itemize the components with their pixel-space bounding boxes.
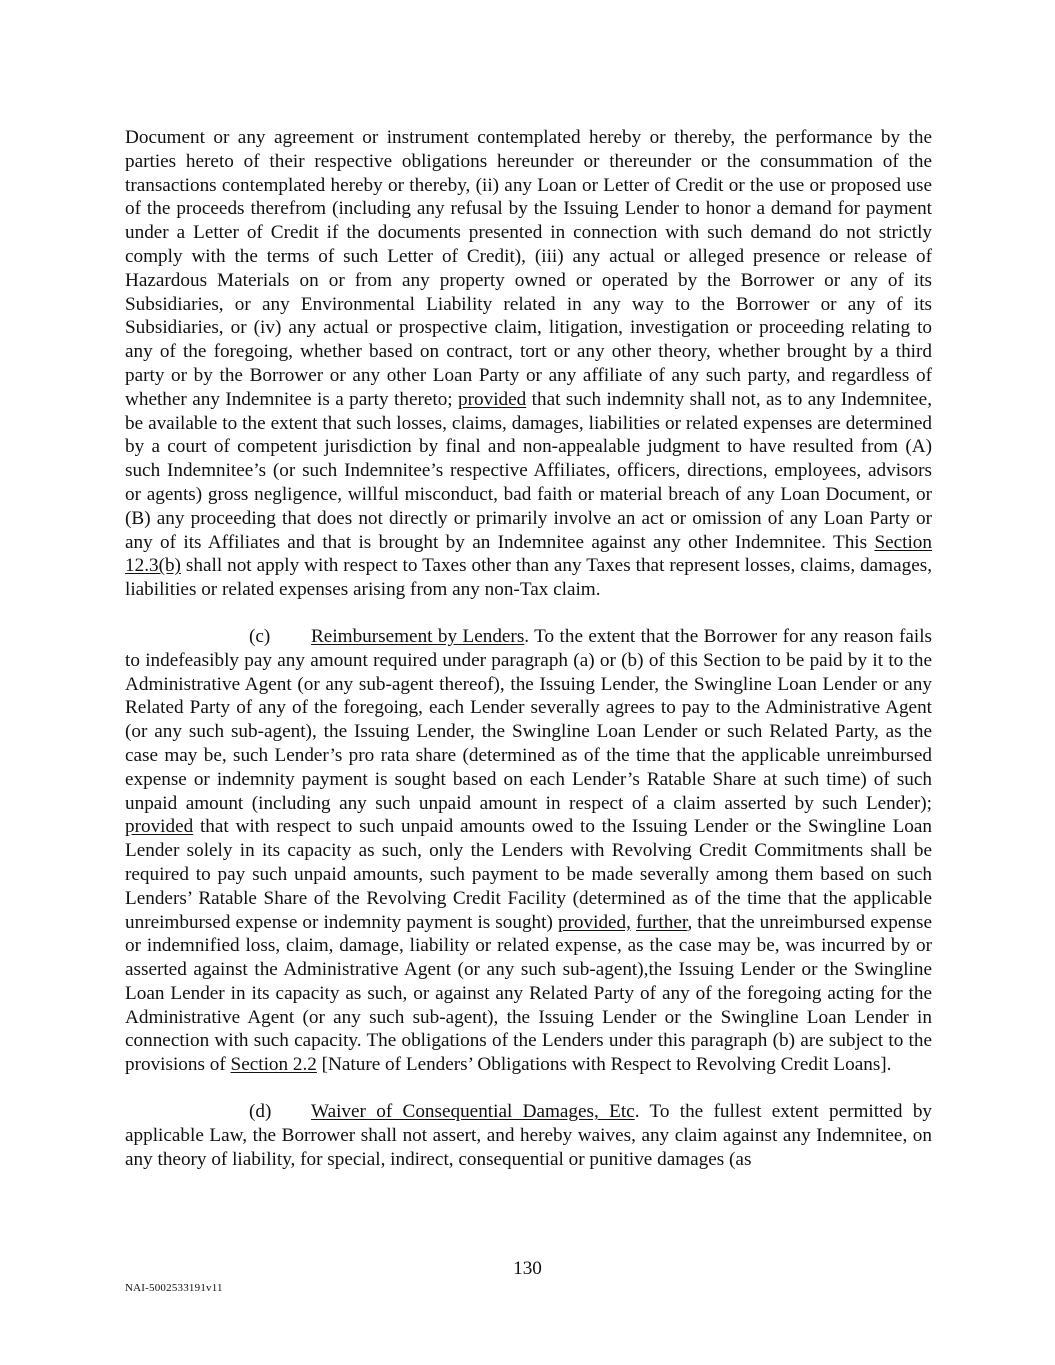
paragraph-d: (d) Waiver of Consequential Damages, Etc. To the fullest extent permitted by applicable Law, the Borrower shall not assert, and hereby waives, any claim against any Indemnitee, on any theory of liability, for special, indirect, consequential or punitive damages (as [125,1101,933,1170]
paragraph-b-continuation: Document or any agreement or instrument contemplated hereby or thereby, the performance by the parties hereto of their respective obligations hereunder or thereunder or the consummation of the transactions contemplated hereby or thereby, (ii) any Loan or Letter of Credit or the use or proposed use of the proceeds therefrom (including any refusal by the Issuing Lender to honor a demand for payment under a Letter of Credit if the documents presented in connection with such demand do not strictly comply with the terms of such Letter of Credit), (iii) any actual or alleged presence or release of Hazardous Materials on or from any property owned or operated by the Borrower or any of its Subsidiaries, or any Environmental Liability related in any way to the Borrower or any of its Subsidiaries, or (iv) any actual or prospective claim, litigation, investigation or proceeding relating to any of the foregoing, whether based on contract, tort or any other theory, whether brought by a third party or by the Borrower or any other Loan Party or any affiliate of any such party, and regardless of whether any Indemnitee is a party thereto; provided that such indemnity shall not, as to any Indemnitee, be available to the extent that such losses, claims, damages, liabilities or related expenses are determined by a court of competent jurisdiction by final and non-appealable judgment to have resulted from (A) such Indemnitee’s (or such Indemnitee’s respective Affiliates, officers, directions, employees, advisors or agents) gross negligence, willful misconduct, bad faith or material breach of any Loan Document, or (B) any proceeding that does not directly or primarily involve an act or omission of any Loan Party or any of its Affiliates and that is brought by an Indemnitee against any other Indemnitee. This Section 12.3(b) shall not apply with respect to Taxes other than any Taxes that represent losses, claims, damages, liabilities or related expenses arising from any non-Tax claim. [125,127,932,601]
paragraph-c: (c) Reimbursement by Lenders. To the extent that the Borrower for any reason fails to indefeasibly pay any amount required under paragraph (a) or (b) of this Section to be paid by it to the Administrative Agent (or any sub-agent thereof), the Issuing Lender, the Swingline Loan Lender or any Related Party of any of the foregoing, each Lender severally agrees to pay to the Administrative Agent (or any such sub-agent), the Issuing Lender, the Swingline Loan Lender or such Related Party, as the case may be, such Lender’s pro rata share (determined as of the time that the applicable unreimbursed expense or indemnity payment is sought based on each Lender’s Ratable Share at such time) of such unpaid amount (including any such unpaid amount in respect of a claim asserted by such Lender); provided that with respect to such unpaid amounts owed to the Issuing Lender or the Swingline Loan Lender solely in its capacity as such, only the Lenders with Revolving Credit Commitments shall be required to pay such unpaid amounts, such payment to be made severally among them based on such Lenders’ Ratable Share of the Revolving Credit Facility (determined as of the time that the applicable unreimbursed expense or indemnity payment is sought) provided, further, that the unreimbursed expense or indemnified loss, claim, damage, liability or related expense, as the case may be, was incurred by or asserted against the Administrative Agent (or any such sub-agent),the Issuing Lender or the Swingline Loan Lender in its capacity as such, or against any Related Party of any of the foregoing acting for the Administrative Agent (or any such sub-agent), the Issuing Lender or the Swingline Loan Lender in connection with such capacity. The obligations of the Lenders under this paragraph (b) are subject to the provisions of Section 2.2 [Nature of Lenders’ Obligations with Respect to Revolving Credit Loans]. [125,625,932,1076]
paragraph-heading: Reimbursement by Lenders [311,625,525,647]
section-reference: Section 12.3(b) [125,531,932,577]
provided-term: provided [458,388,527,410]
document-id: NAI-5002533191v11 [125,1282,223,1294]
provided-term: provided, [557,911,631,933]
further-term: further [636,911,688,933]
page-number: 130 [513,1258,542,1279]
paragraph-heading: Waiver of Consequential Damages, Etc [311,1101,635,1123]
paragraph-number: (d) [249,1101,272,1123]
document-body [125,126,932,1171]
section-reference: Section 2.2 [230,1054,317,1076]
paragraph-number: (c) [249,625,271,647]
provided-term: provided [125,816,194,838]
